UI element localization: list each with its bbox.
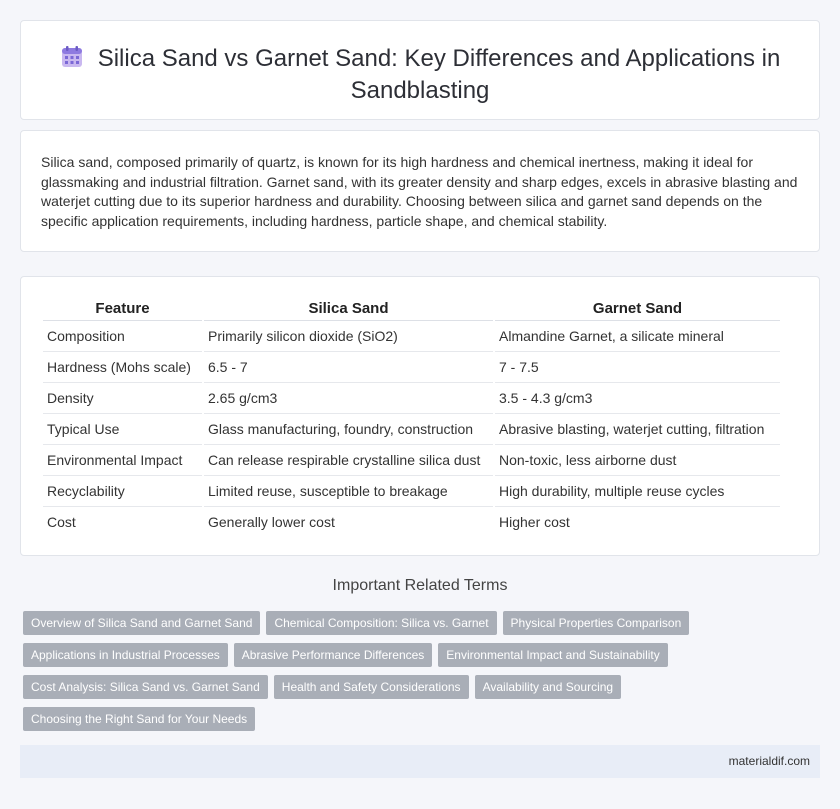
cell-feature: Cost bbox=[47, 513, 76, 530]
related-terms-heading: Important Related Terms bbox=[332, 577, 508, 594]
table-row bbox=[43, 382, 780, 413]
cell-feature: Composition bbox=[43, 320, 203, 351]
tag-link[interactable]: Applications in Industrial Processes bbox=[23, 643, 228, 667]
cell-garnet: Almandine Garnet, a silicate mineral bbox=[494, 320, 780, 351]
cell-feature: Hardness (Mohs scale) bbox=[43, 351, 203, 382]
cell-garnet: 7 - 7.5 bbox=[494, 351, 780, 382]
tag-link[interactable]: Overview of Silica Sand and Garnet Sand bbox=[23, 611, 260, 635]
tag-link[interactable]: Abrasive Performance Differences bbox=[234, 643, 433, 667]
header-feature: Feature bbox=[43, 297, 203, 320]
cell-feature: Density bbox=[43, 382, 203, 413]
intro-card bbox=[20, 130, 820, 252]
tag-link[interactable]: Choosing the Right Sand for Your Needs bbox=[23, 707, 255, 731]
page-title: Silica Sand vs Garnet Sand: Key Differences and Applications in Sandblasting bbox=[97, 45, 781, 104]
cell-feature: Typical Use bbox=[43, 413, 203, 444]
title-block bbox=[21, 43, 819, 107]
table-row bbox=[43, 444, 780, 475]
tag-link[interactable]: Health and Safety Considerations bbox=[274, 675, 469, 699]
footer-site-link[interactable]: materialdif.com bbox=[728, 754, 810, 768]
comparison-table bbox=[43, 297, 780, 537]
tag-row bbox=[23, 707, 723, 739]
cell-silica: Limited reuse, susceptible to breakage bbox=[203, 475, 494, 506]
footer bbox=[20, 745, 820, 778]
tag-row bbox=[23, 611, 723, 643]
title-card bbox=[20, 20, 820, 120]
tag-row bbox=[23, 643, 723, 675]
cell-garnet: High durability, multiple reuse cycles bbox=[494, 475, 780, 506]
cell-feature: Environmental Impact bbox=[43, 444, 203, 475]
tag-link[interactable]: Availability and Sourcing bbox=[475, 675, 622, 699]
cell-garnet: 3.5 - 4.3 g/cm3 bbox=[494, 382, 780, 413]
cell-garnet: Non-toxic, less airborne dust bbox=[494, 444, 780, 475]
table-header-row bbox=[43, 297, 780, 320]
cell-silica: 2.65 g/cm3 bbox=[203, 382, 494, 413]
cell-silica: 6.5 - 7 bbox=[203, 351, 494, 382]
cell-silica: Generally lower cost bbox=[203, 506, 494, 537]
comparison-card bbox=[20, 276, 820, 556]
intro-paragraph: Silica sand, composed primarily of quartz, is known for its high hardness and chemical inertness, making it ideal for glassmaking and industrial filtration. Garnet sand, with its greater density and sharp edges, excels in abrasive blasting and waterjet cutting due to its superior hardness and durability. Choosing between silica and garnet sand depends on the specific application requirements, including hardness, particle shape, and chemical stability. bbox=[41, 154, 798, 229]
table-row bbox=[43, 320, 780, 351]
cell-silica: Primarily silicon dioxide (SiO2) bbox=[203, 320, 494, 351]
calendar-icon bbox=[60, 45, 84, 69]
cell-silica: Can release respirable crystalline silica dust bbox=[203, 444, 494, 475]
tag-link[interactable]: Cost Analysis: Silica Sand vs. Garnet Sand bbox=[23, 675, 268, 699]
table-row bbox=[43, 413, 780, 444]
header-silica: Silica Sand bbox=[203, 297, 494, 320]
table-row bbox=[43, 351, 780, 382]
cell-silica: Glass manufacturing, foundry, construction bbox=[203, 413, 494, 444]
header-garnet: Garnet Sand bbox=[494, 297, 780, 320]
cell-garnet: Abrasive blasting, waterjet cutting, filtration bbox=[494, 413, 780, 444]
cell-feature: Recyclability bbox=[43, 475, 203, 506]
tag-link[interactable]: Environmental Impact and Sustainability bbox=[438, 643, 667, 667]
tag-link[interactable]: Physical Properties Comparison bbox=[503, 611, 690, 635]
related-terms-tags bbox=[23, 611, 723, 739]
tag-link[interactable]: Chemical Composition: Silica vs. Garnet bbox=[266, 611, 496, 635]
cell-garnet: Higher cost bbox=[494, 506, 780, 537]
table-row bbox=[43, 506, 780, 537]
tag-row bbox=[23, 675, 723, 707]
table-row bbox=[43, 475, 780, 506]
